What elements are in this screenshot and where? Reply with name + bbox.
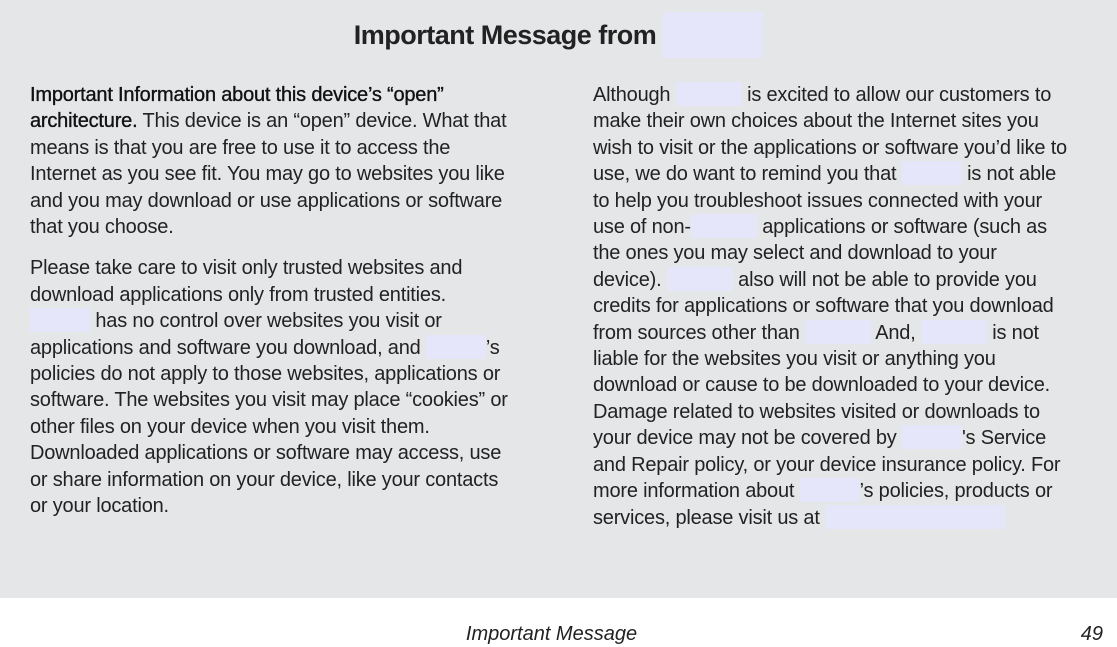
paragraph-open-architecture [30,82,510,240]
support-text-4: applications or software (such as the ones you may select and download to your device). [593,216,1047,291]
support-text-7: is not liable for the websites you visit or anything you download or cause to be downloaded to your device. Damage related to websites visited or downloads to your device may not be covered by [593,321,1050,450]
trusted-websites-text-a: Please take care to visit only trusted websites and download applications only from trusted entities. [30,257,463,306]
paragraph-trusted-websites [30,255,510,519]
redacted-company-name [676,82,742,106]
open-architecture-heading: Important Information about this device’s “open” architecture. [30,84,444,133]
redacted-company-name [667,267,733,291]
page-title [0,12,1117,58]
open-architecture-body: This device is an “open” device. What that means is that you are free to use it to access the Internet as you see fit. You may go to websites you like and you may download or use applications or software that you choose. [30,110,507,239]
redacted-company-name [902,425,962,449]
redacted-company-name [902,161,962,185]
footer-section-title: Important Message [465,623,638,645]
support-text-5: also will not be able to provide you credits for applications or software that you download from sources other than [593,268,1054,344]
paragraph-support-limits [593,82,1068,531]
page-number: 49 [1080,623,1103,645]
redacted-company-name [30,308,90,332]
trusted-websites-text-c: ’s policies do not apply to those websites, applications or software. The websites you visit may place “cookies” or other files on your device when you visit them. Downloaded applications or software may access, use or share information on your device, like your contacts or your location. [30,336,508,518]
support-text-3: is not able to help you troubleshoot issues connected with your use of non- [593,163,1057,239]
support-text-6: And, [870,321,921,344]
right-column [593,82,1068,531]
redacted-company-name [663,12,763,58]
page-title-text: Important Message from [353,20,657,50]
left-column [30,82,510,520]
redacted-company-name [800,478,860,502]
support-text-9: ’s policies, products or services, please visit us at [593,480,1053,529]
redacted-company-name [921,320,987,344]
redacted-company-name [691,214,757,238]
redacted-company-name [805,320,871,344]
support-text-8: 's Service and Repair policy, or your device insurance policy. For more information about [593,427,1061,503]
support-text-2: is excited to allow our customers to make their own choices about the Internet sites you wish to visit or the applications or software you’d like to use, we do want to remind you that [593,84,1067,186]
redacted-company-name [426,335,486,359]
redacted-website-url [825,505,1005,529]
trusted-websites-text-b: has no control over websites you visit or applications and software you download, and [30,310,442,359]
support-text-1: Although [593,84,676,106]
